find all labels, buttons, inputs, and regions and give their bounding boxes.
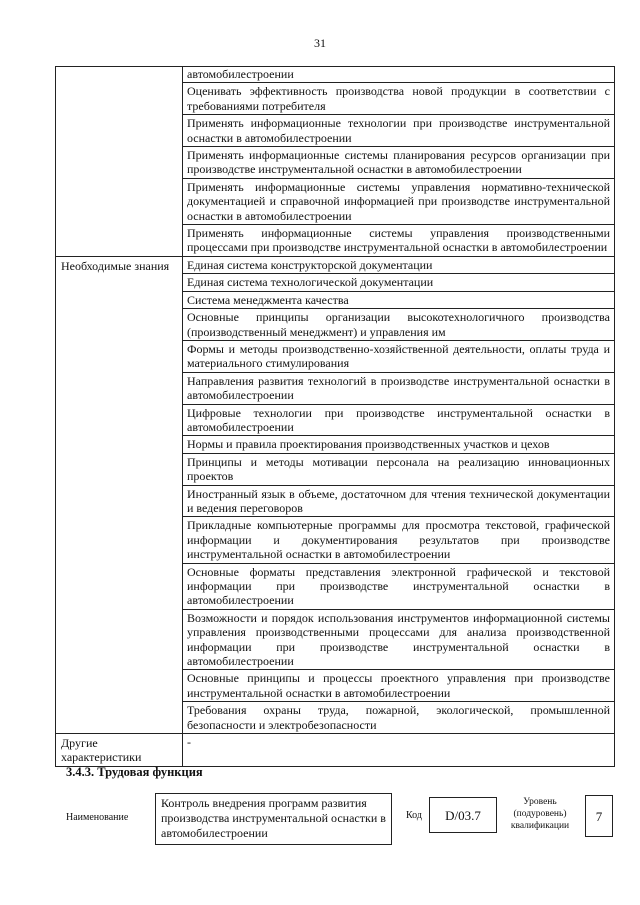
skill-item: автомобилестроении	[183, 67, 614, 83]
knowledge-item: Основные принципы и процессы проектного управления при производстве инструментальной оснастки в автомобилестроении	[183, 670, 614, 702]
function-name-box: Контроль внедрения программ развития производства инструментальной оснастки в автомобилестроении	[155, 793, 392, 845]
knowledge-item: Возможности и порядок использования инструментов информационной системы управления производственными процессами для анализа производственной информации при производстве инструментальной оснастки в автомобилестроении	[183, 610, 614, 671]
knowledge-cell	[183, 256, 615, 733]
code-box: D/03.7	[429, 797, 497, 833]
other-label: Другие характеристики	[61, 736, 142, 765]
name-label: Наименование	[66, 812, 129, 823]
knowledge-item: Единая система конструкторской документации	[183, 257, 614, 274]
knowledge-item: Основные принципы организации высокотехнологичного производства (производственный менеджмент) и управления им	[183, 309, 614, 341]
other-label-cell	[56, 734, 183, 767]
skill-item: Оценивать эффективность производства новой продукции в соответствии с требованиями потребителя	[183, 83, 614, 115]
knowledge-item: Единая система технологической документации	[183, 274, 614, 291]
knowledge-item: Принципы и методы мотивации персонала на реализацию инновационных проектов	[183, 454, 614, 486]
knowledge-label: Необходимые знания	[61, 258, 170, 273]
other-cell	[183, 734, 615, 767]
skills-label-cell	[56, 67, 183, 257]
other-value: -	[187, 735, 191, 750]
skill-item: Применять информационные технологии при производстве инструментальной оснастки в автомобилестроении	[183, 115, 614, 147]
knowledge-label-cell	[56, 256, 183, 733]
level-label: Уровень (подуровень) квалификации	[510, 797, 570, 831]
other-row	[56, 734, 615, 767]
knowledge-item: Основные форматы представления электронной графической и текстовой информации при производстве инструментальной оснастки в автомобилестроении	[183, 564, 614, 610]
code-label: Код	[406, 810, 422, 821]
knowledge-item: Цифровые технологии при производстве инструментальной оснастки в автомобилестроении	[183, 405, 614, 437]
knowledge-row	[56, 256, 615, 733]
skills-cell	[183, 67, 615, 257]
skill-item: Применять информационные системы управления производственными процессами при производстве инструментальной оснастки в автомобилестроении	[187, 226, 610, 255]
knowledge-item: Нормы и правила проектирования производственных участков и цехов	[183, 436, 614, 453]
level-box: 7	[585, 795, 613, 837]
skill-item: Применять информационные системы планирования ресурсов организации при производстве инструментальной оснастки в автомобилестроении	[183, 147, 614, 179]
knowledge-item: Требования охраны труда, пожарной, экологической, промышленной безопасности и электробезопасности	[187, 703, 610, 732]
knowledge-item: Формы и методы производственно-хозяйственной деятельности, оплаты труда и материального стимулирования	[183, 341, 614, 373]
knowledge-item: Система менеджмента качества	[183, 292, 614, 309]
knowledge-item: Направления развития технологий в производстве инструментальной оснастки в автомобилестроении	[183, 373, 614, 405]
page-number: 31	[314, 36, 326, 50]
requirements-table	[55, 66, 615, 767]
skill-item: Применять информационные системы управления нормативно-технической документацией и справочной информацией при производстве инструментальной оснастки в автомобилестроении	[183, 179, 614, 225]
labor-function-title: 3.4.3. Трудовая функция	[66, 765, 203, 779]
knowledge-item: Иностранный язык в объеме, достаточном для чтения технической документации и ведения переговоров	[183, 486, 614, 518]
knowledge-item: Прикладные компьютерные программы для просмотра текстовой, графической информации и документирования результатов при производстве инструментальной оснастки в автомобилестроении	[183, 517, 614, 563]
skills-row	[56, 67, 615, 257]
